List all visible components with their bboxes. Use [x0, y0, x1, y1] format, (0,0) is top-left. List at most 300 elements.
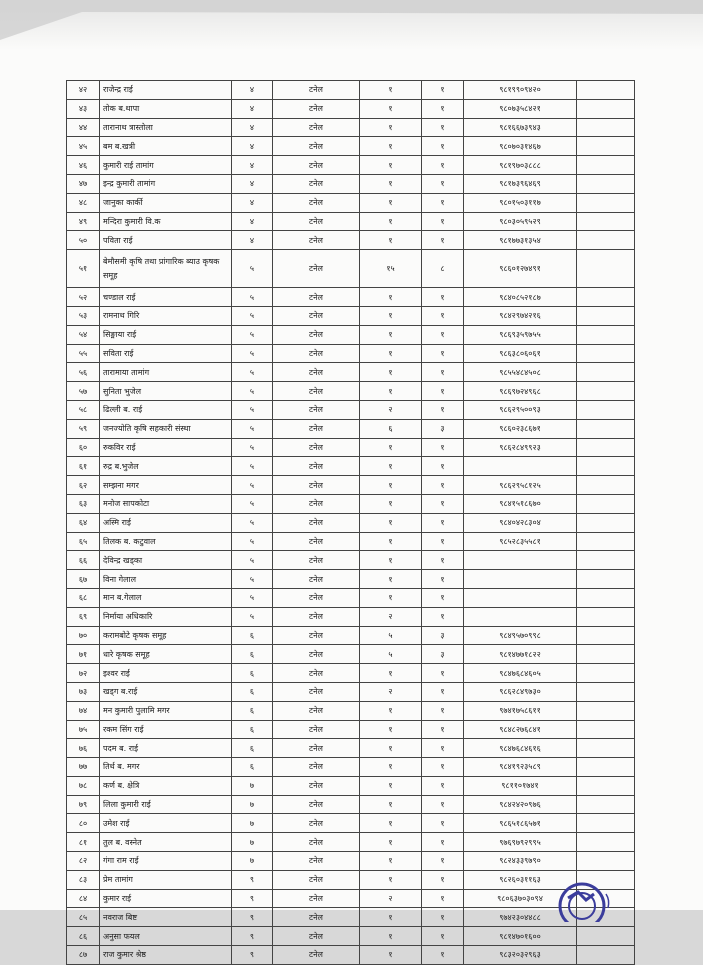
name-cell: रामनाथ गिरि: [100, 306, 232, 325]
item-cell: टनेल: [273, 814, 360, 833]
household-cell: १: [422, 908, 464, 927]
ward-cell: ४: [232, 118, 273, 137]
name-cell: सविता राई: [100, 344, 232, 363]
table-row: [67, 193, 635, 212]
table-row: [67, 720, 635, 739]
serial-cell: ५२: [67, 288, 100, 307]
table-row: [67, 476, 635, 495]
phone-cell: ९८२६०३११६३: [464, 870, 577, 889]
table-row: [67, 513, 635, 532]
ward-cell: ७: [232, 814, 273, 833]
name-cell: कुमार राई: [100, 889, 232, 908]
serial-cell: ५८: [67, 400, 100, 419]
household-cell: १: [422, 288, 464, 307]
household-cell: १: [422, 570, 464, 589]
name-cell: उमेश राई: [100, 814, 232, 833]
quantity-cell: १: [360, 701, 422, 720]
remarks-cell: [577, 833, 635, 852]
household-cell: १: [422, 720, 464, 739]
name-cell: अनुसा फयल: [100, 927, 232, 946]
quantity-cell: १: [360, 870, 422, 889]
name-cell: विना गेलाल: [100, 570, 232, 589]
remarks-cell: [577, 438, 635, 457]
serial-cell: ७०: [67, 626, 100, 645]
phone-cell: ९८४१९२३५८९: [464, 758, 577, 777]
quantity-cell: १५: [360, 250, 422, 288]
serial-cell: ७८: [67, 776, 100, 795]
quantity-cell: १: [360, 325, 422, 344]
ward-cell: ४: [232, 193, 273, 212]
table-row: [67, 645, 635, 664]
item-cell: टनेल: [273, 419, 360, 438]
serial-cell: ८३: [67, 870, 100, 889]
ward-cell: ४: [232, 81, 273, 100]
serial-cell: ४७: [67, 174, 100, 193]
ward-cell: ५: [232, 476, 273, 495]
quantity-cell: ५: [360, 626, 422, 645]
serial-cell: ४३: [67, 99, 100, 118]
phone-cell: ९७४१७५८६११: [464, 701, 577, 720]
item-cell: टनेल: [273, 99, 360, 118]
serial-cell: ७२: [67, 664, 100, 683]
phone-cell: ९८०६३७०३०९४: [464, 889, 577, 908]
phone-cell: [464, 607, 577, 626]
serial-cell: ६०: [67, 438, 100, 457]
quantity-cell: १: [360, 476, 422, 495]
remarks-cell: [577, 400, 635, 419]
ward-cell: ७: [232, 795, 273, 814]
ward-cell: ५: [232, 306, 273, 325]
household-cell: १: [422, 607, 464, 626]
ward-cell: ५: [232, 363, 273, 382]
table-row: [67, 852, 635, 871]
item-cell: टनेल: [273, 626, 360, 645]
serial-cell: ४९: [67, 212, 100, 231]
table-body: [67, 81, 635, 965]
remarks-cell: [577, 776, 635, 795]
remarks-cell: [577, 513, 635, 532]
quantity-cell: १: [360, 551, 422, 570]
remarks-cell: [577, 570, 635, 589]
item-cell: टनेल: [273, 795, 360, 814]
phone-cell: ९८१६६७३९४३: [464, 118, 577, 137]
table-row: [67, 682, 635, 701]
item-cell: टनेल: [273, 758, 360, 777]
household-cell: १: [422, 870, 464, 889]
serial-cell: ६८: [67, 588, 100, 607]
phone-cell: ९८६२९५८१२५: [464, 476, 577, 495]
ward-cell: ४: [232, 156, 273, 175]
household-cell: १: [422, 852, 464, 871]
phone-cell: ९८१९७०३८८८: [464, 156, 577, 175]
phone-cell: ९८१४७०१६००: [464, 927, 577, 946]
household-cell: १: [422, 174, 464, 193]
item-cell: टनेल: [273, 137, 360, 156]
name-cell: कुमारी राई तामांग: [100, 156, 232, 175]
quantity-cell: १: [360, 156, 422, 175]
quantity-cell: २: [360, 889, 422, 908]
quantity-cell: १: [360, 852, 422, 871]
quantity-cell: १: [360, 344, 422, 363]
ward-cell: ४: [232, 174, 273, 193]
ward-cell: ६: [232, 739, 273, 758]
name-cell: रुद्र ब.भुजेल: [100, 457, 232, 476]
ward-cell: ५: [232, 494, 273, 513]
item-cell: टनेल: [273, 889, 360, 908]
item-cell: टनेल: [273, 513, 360, 532]
remarks-cell: [577, 250, 635, 288]
name-cell: राज कुमार श्रेष्ठ: [100, 946, 232, 965]
household-cell: १: [422, 551, 464, 570]
household-cell: १: [422, 532, 464, 551]
phone-cell: ९८६५१८६५७१: [464, 814, 577, 833]
serial-cell: ७३: [67, 682, 100, 701]
table-row: [67, 908, 635, 927]
serial-cell: ६४: [67, 513, 100, 532]
quantity-cell: १: [360, 664, 422, 683]
phone-cell: ९८६२८४९९२३: [464, 438, 577, 457]
table-row: [67, 457, 635, 476]
ward-cell: ६: [232, 720, 273, 739]
item-cell: टनेल: [273, 739, 360, 758]
item-cell: टनेल: [273, 363, 360, 382]
household-cell: १: [422, 231, 464, 250]
name-cell: इन्द्र कुमारी तामांग: [100, 174, 232, 193]
quantity-cell: १: [360, 908, 422, 927]
name-cell: जनज्योति कृषि सहकारी संस्था: [100, 419, 232, 438]
quantity-cell: १: [360, 946, 422, 965]
serial-cell: ७६: [67, 739, 100, 758]
serial-cell: ५३: [67, 306, 100, 325]
household-cell: १: [422, 739, 464, 758]
quantity-cell: १: [360, 739, 422, 758]
remarks-cell: [577, 946, 635, 965]
household-cell: ३: [422, 626, 464, 645]
ward-cell: ७: [232, 776, 273, 795]
name-cell: तिर्थ ब. मगर: [100, 758, 232, 777]
item-cell: टनेल: [273, 325, 360, 344]
name-cell: धारे कृषक समूह: [100, 645, 232, 664]
ward-cell: ९: [232, 908, 273, 927]
household-cell: १: [422, 664, 464, 683]
table-row: [67, 137, 635, 156]
phone-cell: ९८३२०३२९६३: [464, 946, 577, 965]
remarks-cell: [577, 720, 635, 739]
remarks-cell: [577, 99, 635, 118]
household-cell: १: [422, 193, 464, 212]
remarks-cell: [577, 664, 635, 683]
household-cell: १: [422, 325, 464, 344]
household-cell: १: [422, 344, 464, 363]
phone-cell: ९८०७०३१४६७: [464, 137, 577, 156]
table-row: [67, 570, 635, 589]
quantity-cell: ५: [360, 645, 422, 664]
quantity-cell: २: [360, 607, 422, 626]
household-cell: १: [422, 306, 464, 325]
serial-cell: ८२: [67, 852, 100, 871]
serial-cell: ४५: [67, 137, 100, 156]
ward-cell: ६: [232, 626, 273, 645]
household-cell: १: [422, 776, 464, 795]
name-cell: राजेन्द्र राई: [100, 81, 232, 100]
serial-cell: ८६: [67, 927, 100, 946]
quantity-cell: २: [360, 682, 422, 701]
quantity-cell: १: [360, 457, 422, 476]
item-cell: टनेल: [273, 382, 360, 401]
serial-cell: ७१: [67, 645, 100, 664]
ward-cell: ५: [232, 344, 273, 363]
table-row: [67, 588, 635, 607]
remarks-cell: [577, 532, 635, 551]
name-cell: सम्झना मगर: [100, 476, 232, 495]
quantity-cell: १: [360, 382, 422, 401]
item-cell: टनेल: [273, 570, 360, 589]
table-row: [67, 288, 635, 307]
quantity-cell: १: [360, 588, 422, 607]
phone-cell: ९८६९७२४९६८: [464, 382, 577, 401]
item-cell: टनेल: [273, 682, 360, 701]
table-row: [67, 363, 635, 382]
table-row: [67, 156, 635, 175]
item-cell: टनेल: [273, 908, 360, 927]
serial-cell: ६३: [67, 494, 100, 513]
phone-cell: ९८५२८३५५८१: [464, 532, 577, 551]
item-cell: टनेल: [273, 664, 360, 683]
remarks-cell: [577, 701, 635, 720]
remarks-cell: [577, 814, 635, 833]
serial-cell: ५५: [67, 344, 100, 363]
item-cell: टनेल: [273, 231, 360, 250]
serial-cell: ७७: [67, 758, 100, 777]
ward-cell: ९: [232, 889, 273, 908]
table-row: [67, 814, 635, 833]
phone-cell: ९८१७३९६४६९: [464, 174, 577, 193]
remarks-cell: [577, 494, 635, 513]
name-cell: प्रेम तामांग: [100, 870, 232, 889]
office-stamp-icon: [556, 872, 616, 922]
name-cell: मन्दिरा कुमारी वि.क: [100, 212, 232, 231]
name-cell: कर्ण ब. क्षेत्रि: [100, 776, 232, 795]
quantity-cell: १: [360, 776, 422, 795]
household-cell: १: [422, 795, 464, 814]
phone-cell: ९८४७६८४६०५: [464, 664, 577, 683]
ward-cell: ५: [232, 457, 273, 476]
phone-cell: ९८५५४८४५०८: [464, 363, 577, 382]
remarks-cell: [577, 626, 635, 645]
serial-cell: ५४: [67, 325, 100, 344]
item-cell: टनेल: [273, 588, 360, 607]
quantity-cell: १: [360, 99, 422, 118]
phone-cell: ९८०३०५९५२९: [464, 212, 577, 231]
household-cell: १: [422, 118, 464, 137]
serial-cell: ५९: [67, 419, 100, 438]
name-cell: सिङ्माया राई: [100, 325, 232, 344]
ward-cell: ५: [232, 588, 273, 607]
name-cell: पविता राई: [100, 231, 232, 250]
phone-cell: ९८६२८४९७३०: [464, 682, 577, 701]
ward-cell: ५: [232, 551, 273, 570]
serial-cell: ६७: [67, 570, 100, 589]
quantity-cell: १: [360, 438, 422, 457]
remarks-cell: [577, 156, 635, 175]
serial-cell: ८४: [67, 889, 100, 908]
item-cell: टनेल: [273, 81, 360, 100]
name-cell: सुनिता भुजेल: [100, 382, 232, 401]
quantity-cell: १: [360, 288, 422, 307]
remarks-cell: [577, 137, 635, 156]
name-cell: नवराज बिष्ट: [100, 908, 232, 927]
table-row: [67, 325, 635, 344]
item-cell: टनेल: [273, 833, 360, 852]
quantity-cell: १: [360, 306, 422, 325]
table-row: [67, 664, 635, 683]
phone-cell: ९८४७६८४६१६: [464, 739, 577, 758]
name-cell: ढिल्ली ब. राई: [100, 400, 232, 419]
name-cell: लिला कुमारी राई: [100, 795, 232, 814]
item-cell: टनेल: [273, 193, 360, 212]
phone-cell: ९८११०१७४१: [464, 776, 577, 795]
scan-shadow: [0, 0, 703, 50]
item-cell: टनेल: [273, 476, 360, 495]
phone-cell: ९८१७७३१३५४: [464, 231, 577, 250]
phone-cell: [464, 551, 577, 570]
ward-cell: ९: [232, 870, 273, 889]
ward-cell: ५: [232, 382, 273, 401]
phone-cell: ९८४८२७६८४१: [464, 720, 577, 739]
serial-cell: ६९: [67, 607, 100, 626]
name-cell: अस्मि राई: [100, 513, 232, 532]
ward-cell: ५: [232, 419, 273, 438]
remarks-cell: [577, 118, 635, 137]
serial-cell: ४६: [67, 156, 100, 175]
table-row: [67, 551, 635, 570]
table-row: [67, 81, 635, 100]
ward-cell: ५: [232, 400, 273, 419]
quantity-cell: १: [360, 212, 422, 231]
item-cell: टनेल: [273, 344, 360, 363]
serial-cell: ५७: [67, 382, 100, 401]
serial-cell: ४८: [67, 193, 100, 212]
table-row: [67, 889, 635, 908]
phone-cell: ९८६०१२७४९१: [464, 250, 577, 288]
serial-cell: ६६: [67, 551, 100, 570]
remarks-cell: [577, 212, 635, 231]
phone-cell: ९८०७३५८४२१: [464, 99, 577, 118]
item-cell: टनेल: [273, 306, 360, 325]
serial-cell: ८५: [67, 908, 100, 927]
remarks-cell: [577, 645, 635, 664]
household-cell: १: [422, 156, 464, 175]
name-cell: तारामाया तामांग: [100, 363, 232, 382]
name-cell: बेमौसमी कृषि तथा प्रांगारिक ब्याउ कृषक समूह: [100, 250, 232, 288]
item-cell: टनेल: [273, 776, 360, 795]
phone-cell: ९८४२९७४२१६: [464, 306, 577, 325]
table-row: [67, 118, 635, 137]
remarks-cell: [577, 363, 635, 382]
ward-cell: ६: [232, 758, 273, 777]
phone-cell: [464, 457, 577, 476]
quantity-cell: १: [360, 231, 422, 250]
remarks-cell: [577, 588, 635, 607]
household-cell: १: [422, 382, 464, 401]
name-cell: रुकविर राई: [100, 438, 232, 457]
quantity-cell: १: [360, 927, 422, 946]
name-cell: निर्माया अधिकारि: [100, 607, 232, 626]
name-cell: रकम सिंग राई: [100, 720, 232, 739]
table-row: [67, 532, 635, 551]
ward-cell: ९: [232, 927, 273, 946]
phone-cell: ९८४०८५२१८७: [464, 288, 577, 307]
phone-cell: ९८६३८०६०६१: [464, 344, 577, 363]
table-row: [67, 607, 635, 626]
household-cell: १: [422, 137, 464, 156]
remarks-cell: [577, 344, 635, 363]
phone-cell: ९८६२९५००९३: [464, 400, 577, 419]
table-row: [67, 758, 635, 777]
remarks-cell: [577, 927, 635, 946]
serial-cell: ७५: [67, 720, 100, 739]
household-cell: १: [422, 833, 464, 852]
name-cell: बम ब.खत्री: [100, 137, 232, 156]
household-cell: ३: [422, 645, 464, 664]
item-cell: टनेल: [273, 701, 360, 720]
name-cell: तुल ब. वस्नेत: [100, 833, 232, 852]
table-row: [67, 382, 635, 401]
household-cell: १: [422, 701, 464, 720]
remarks-cell: [577, 419, 635, 438]
quantity-cell: १: [360, 81, 422, 100]
phone-cell: ९८४१५१८६७०: [464, 494, 577, 513]
item-cell: टनेल: [273, 118, 360, 137]
remarks-cell: [577, 682, 635, 701]
serial-cell: ७४: [67, 701, 100, 720]
quantity-cell: १: [360, 494, 422, 513]
name-cell: जानुका कार्की: [100, 193, 232, 212]
household-cell: ३: [422, 419, 464, 438]
name-cell: देविन्द्र खड्का: [100, 551, 232, 570]
quantity-cell: १: [360, 193, 422, 212]
ward-cell: ५: [232, 570, 273, 589]
table-row: [67, 701, 635, 720]
remarks-cell: [577, 306, 635, 325]
ward-cell: ७: [232, 852, 273, 871]
remarks-cell: [577, 739, 635, 758]
ward-cell: ५: [232, 532, 273, 551]
phone-cell: ९७४२३०४४८८: [464, 908, 577, 927]
ward-cell: ६: [232, 645, 273, 664]
name-cell: तिलक ब. कटुवाल: [100, 532, 232, 551]
quantity-cell: १: [360, 833, 422, 852]
name-cell: इश्वर राई: [100, 664, 232, 683]
ward-cell: ६: [232, 682, 273, 701]
serial-cell: ५६: [67, 363, 100, 382]
quantity-cell: १: [360, 118, 422, 137]
name-cell: मन कुमारी पुलामि मगर: [100, 701, 232, 720]
name-cell: गंगा राम राई: [100, 852, 232, 871]
table-row: [67, 99, 635, 118]
name-cell: मनोज सापकोटा: [100, 494, 232, 513]
item-cell: टनेल: [273, 645, 360, 664]
remarks-cell: [577, 231, 635, 250]
remarks-cell: [577, 795, 635, 814]
item-cell: टनेल: [273, 156, 360, 175]
table-row: [67, 946, 635, 965]
quantity-cell: १: [360, 758, 422, 777]
remarks-cell: [577, 607, 635, 626]
table-row: [67, 212, 635, 231]
phone-cell: [464, 588, 577, 607]
quantity-cell: १: [360, 570, 422, 589]
